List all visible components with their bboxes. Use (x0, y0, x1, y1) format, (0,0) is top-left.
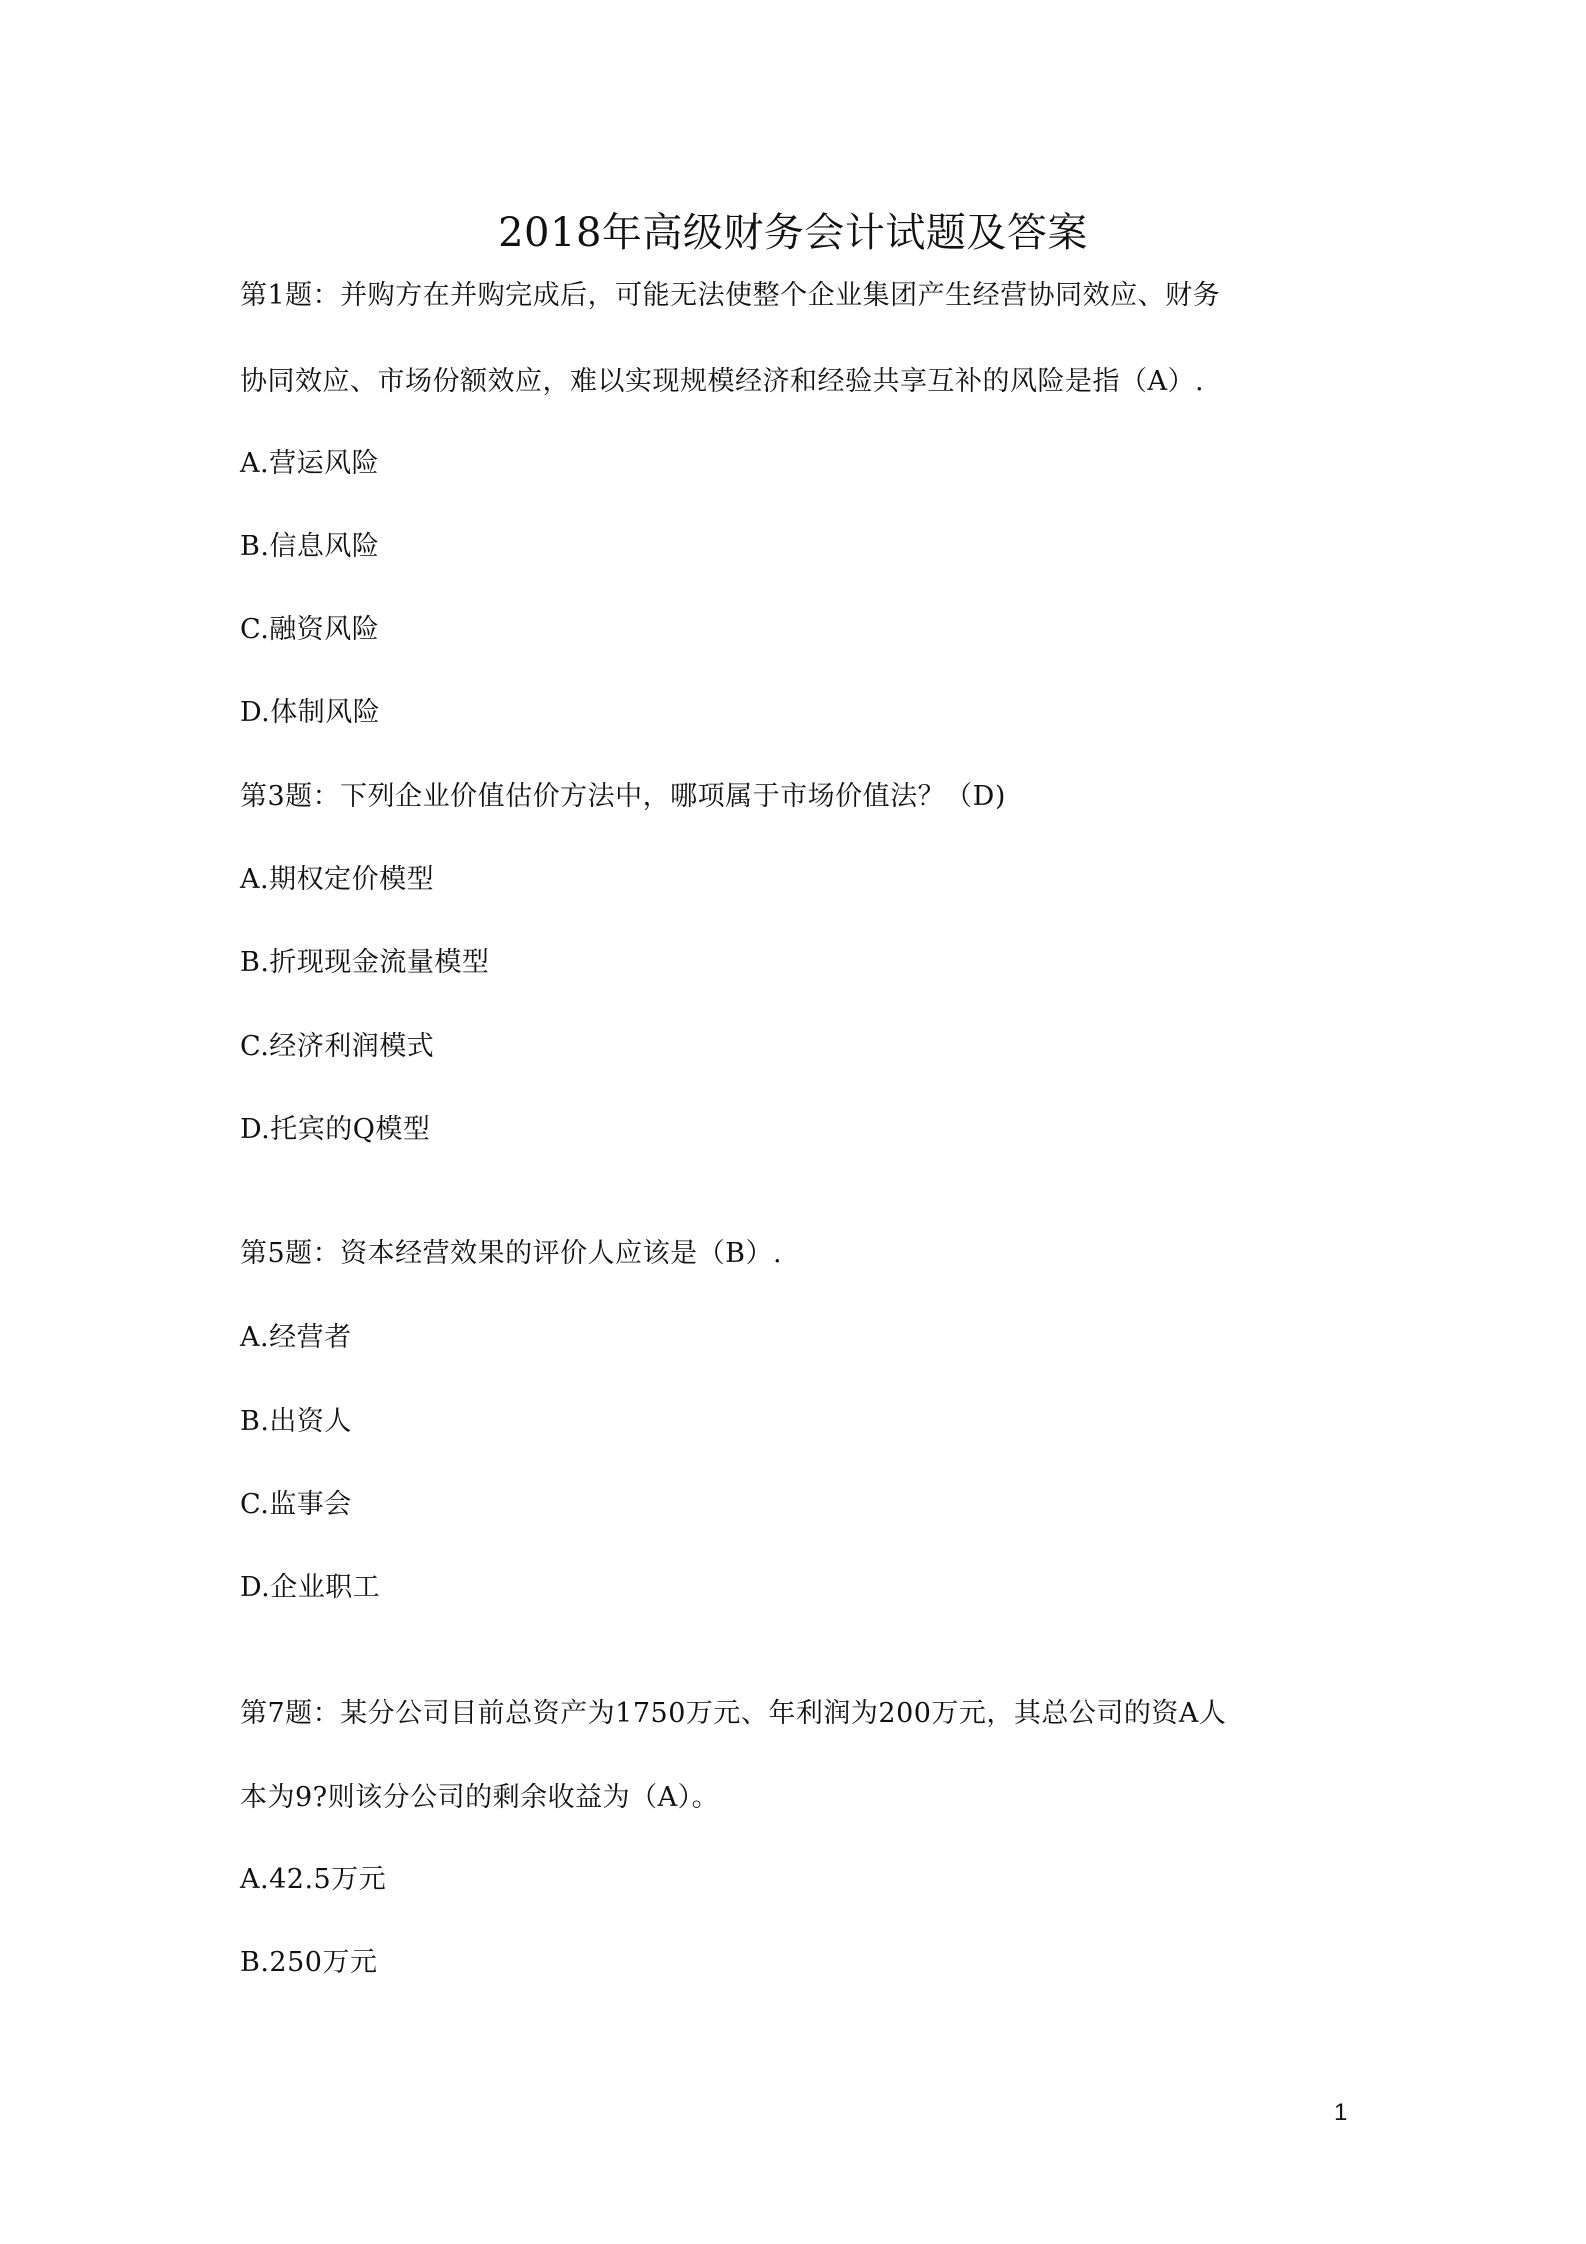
question-5-option-b: B.出资人 (240, 1406, 352, 1437)
question-7-option-b: B.250万元 (240, 1947, 378, 1978)
page-number: 1 (1334, 2099, 1348, 2126)
question-7-option-a: A.42.5万元 (240, 1864, 387, 1895)
question-5-option-d: D.企业职工 (240, 1572, 381, 1603)
question-3-option-c: C.经济利润模式 (240, 1031, 435, 1062)
question-1-option-b: B.信息风险 (240, 531, 380, 562)
question-5-stem-line-1: 第5题：资本经营效果的评价人应该是（B）. (240, 1238, 783, 1269)
question-5-option-c: C.监事会 (240, 1489, 352, 1520)
question-1-option-d: D.体制风险 (240, 697, 381, 728)
question-3-option-d: D.托宾的Q模型 (240, 1114, 431, 1145)
question-5-option-a: A.经营者 (240, 1322, 352, 1353)
question-1-stem-line-2: 协同效应、市场份额效应，难以实现规模经济和经验共享互补的风险是指（A）. (240, 366, 1205, 397)
question-3-option-b: B.折现现金流量模型 (240, 947, 490, 978)
question-7-stem-line-1: 第7题：某分公司目前总资产为1750万元、年利润为200万元，其总公司的资A人 (240, 1698, 1227, 1729)
question-3-stem-line-1: 第3题：下列企业价值估价方法中，哪项属于市场价值法？（D) (240, 781, 1006, 812)
question-1-option-c: C.融资风险 (240, 614, 380, 645)
question-7-stem-line-2: 本为9?则该分公司的剩余收益为（A）。 (240, 1782, 720, 1813)
question-3-option-a: A.期权定价模型 (240, 864, 435, 895)
question-1-option-a: A.营运风险 (240, 448, 380, 479)
question-1-stem-line-1: 第1题：并购方在并购完成后，可能无法使整个企业集团产生经营协同效应、财务 (240, 280, 1221, 311)
document-title: 2018年高级财务会计试题及答案 (498, 210, 1088, 256)
